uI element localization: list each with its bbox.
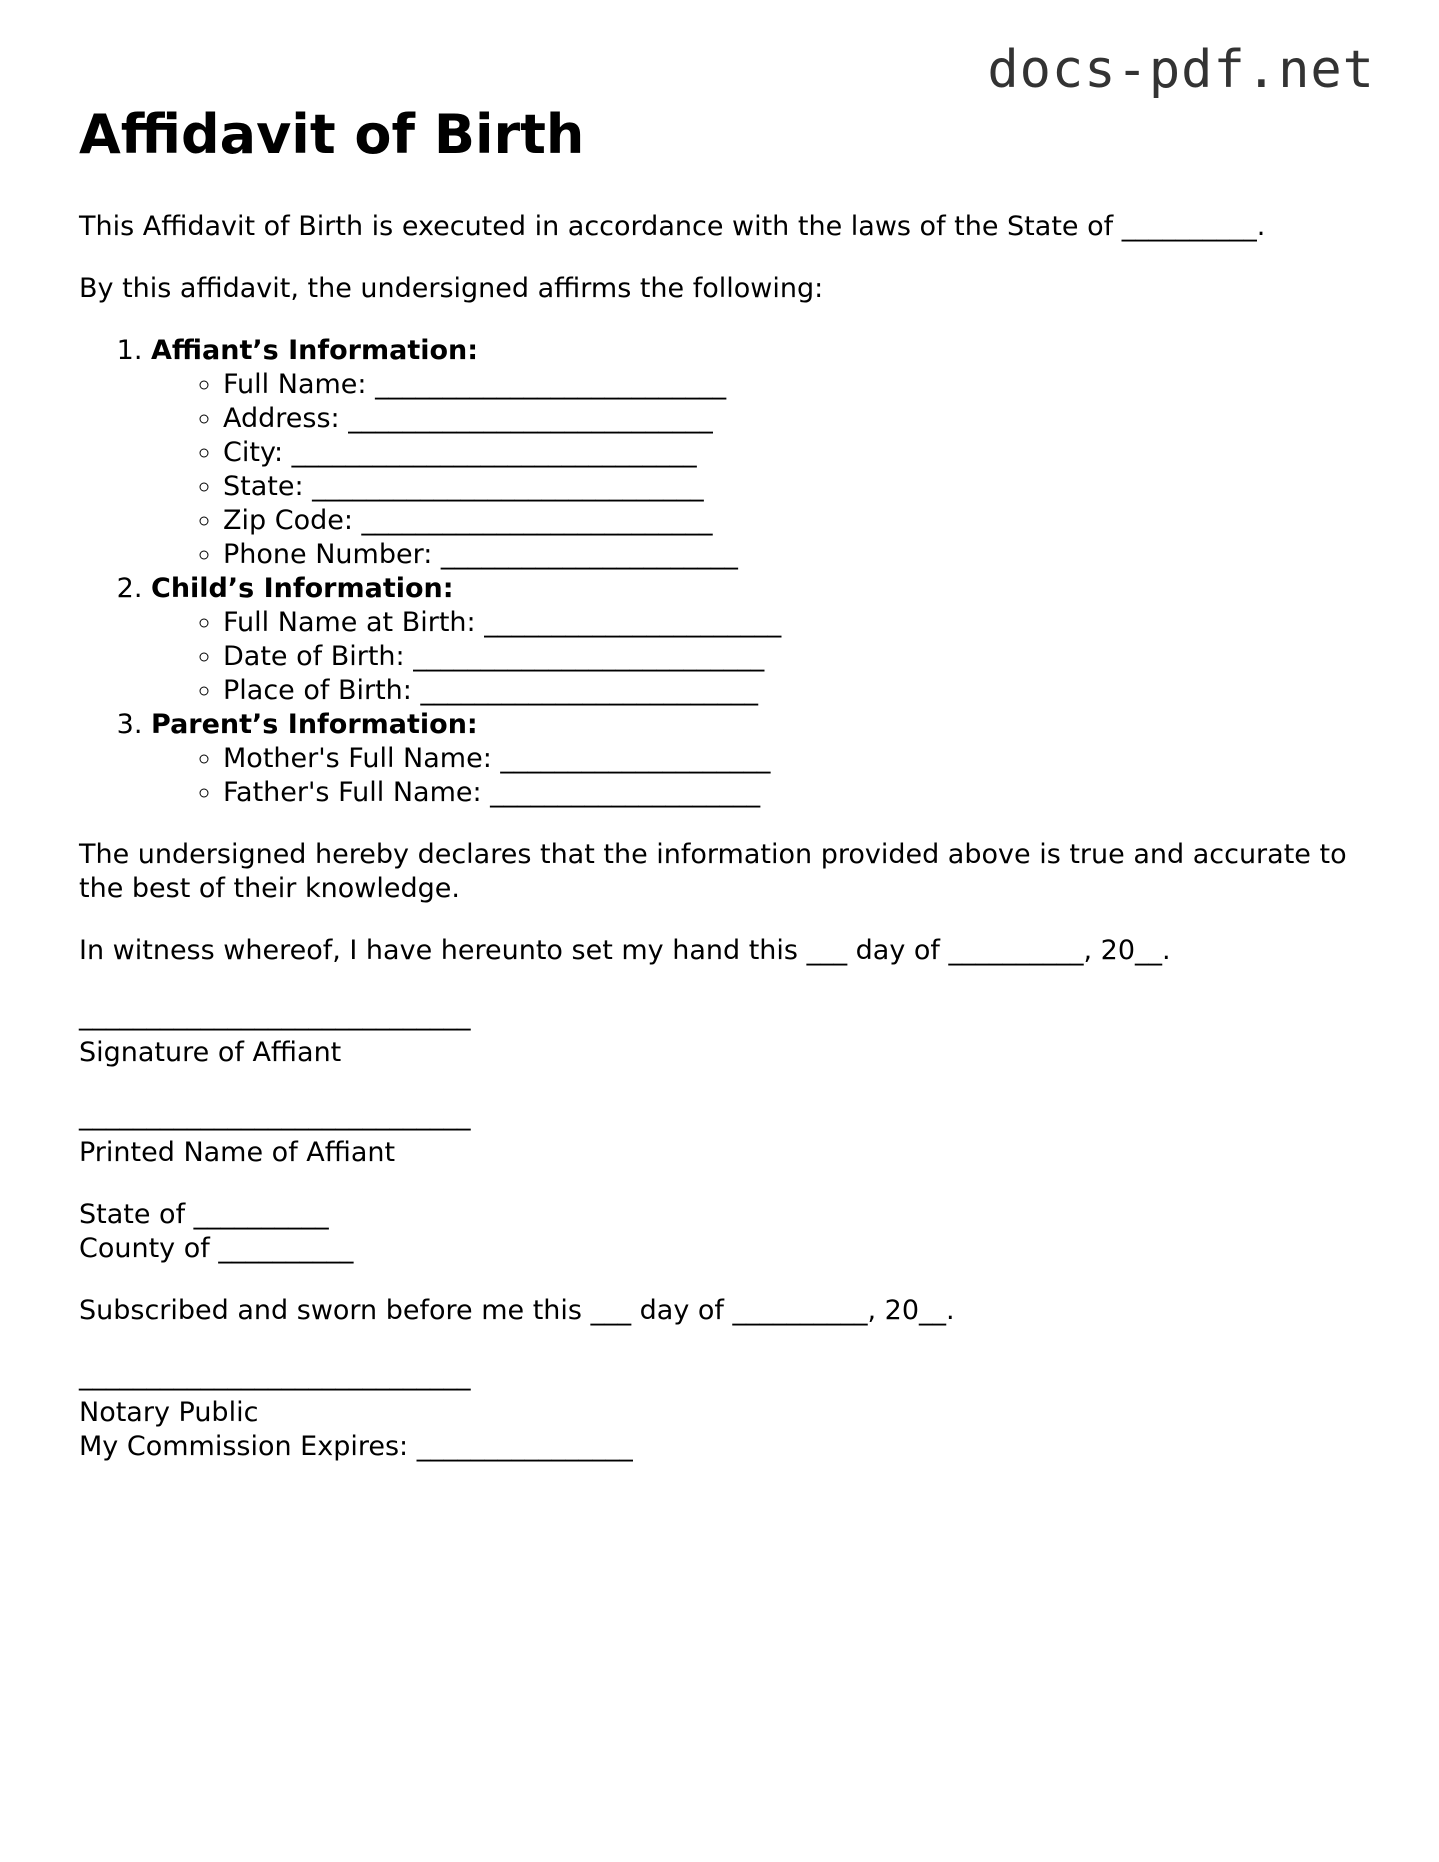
field-city: ◦ City: ______________________________: [223, 436, 1369, 470]
commission-expires: My Commission Expires: ________________: [79, 1431, 633, 1462]
affirms-paragraph: By this affidavit, the undersigned affirms the following:: [79, 273, 824, 304]
section-heading: Parent’s Information:: [151, 709, 478, 740]
field-place-of-birth: ◦ Place of Birth: _________________________: [223, 674, 1369, 708]
field-state: ◦ State: _____________________________: [223, 470, 1369, 504]
notary-signature-line: _____________________________: [79, 1360, 471, 1391]
intro-paragraph: This Affidavit of Birth is executed in accordance with the laws of the State of __________.: [79, 211, 1266, 242]
section-child: [151, 572, 1369, 708]
sworn-paragraph: Subscribed and sworn before me this ___ day of __________, 20__.: [79, 1295, 955, 1326]
field-address: ◦ Address: ___________________________: [223, 402, 1369, 436]
section-affiant: [151, 334, 1369, 572]
field-full-name-at-birth: ◦ Full Name at Birth: ______________________: [223, 606, 1369, 640]
affiant-fields: [151, 368, 1369, 572]
county-of: County of __________: [79, 1233, 354, 1264]
signature-label: Signature of Affiant: [79, 1037, 342, 1068]
parent-fields: [151, 742, 1369, 810]
field-full-name: ◦ Full Name: __________________________: [223, 368, 1369, 402]
sections-list: [79, 334, 1369, 810]
state-of: State of __________: [79, 1199, 329, 1230]
document-page: [79, 100, 1369, 1464]
section-heading: Affiant’s Information:: [151, 335, 479, 366]
watermark: docs-pdf.net: [987, 40, 1375, 100]
printed-name-label: Printed Name of Affiant: [79, 1137, 396, 1168]
field-father-full-name: ◦ Father's Full Name: ____________________: [223, 776, 1369, 810]
section-parent: [151, 708, 1369, 810]
printed-name-line: _____________________________: [79, 1100, 471, 1131]
field-mother-full-name: ◦ Mother's Full Name: ____________________: [223, 742, 1369, 776]
field-phone-number: ◦ Phone Number: ______________________: [223, 538, 1369, 572]
field-date-of-birth: ◦ Date of Birth: __________________________: [223, 640, 1369, 674]
notary-label: Notary Public: [79, 1397, 259, 1428]
notary-block: [79, 1356, 1369, 1464]
signature-line: _____________________________: [79, 1000, 471, 1031]
child-fields: [151, 606, 1369, 708]
witness-paragraph: In witness whereof, I have hereunto set my hand this ___ day of __________, 20__.: [79, 935, 1171, 966]
venue-block: [79, 1198, 1369, 1266]
section-heading: Child’s Information:: [151, 573, 454, 604]
declaration-paragraph: The undersigned hereby declares that the information provided above is true and accurate to the best of their knowledge.: [79, 839, 1347, 904]
signature-block: [79, 996, 1369, 1170]
field-zip-code: ◦ Zip Code: __________________________: [223, 504, 1369, 538]
document-title: Affidavit of Birth: [79, 103, 585, 166]
